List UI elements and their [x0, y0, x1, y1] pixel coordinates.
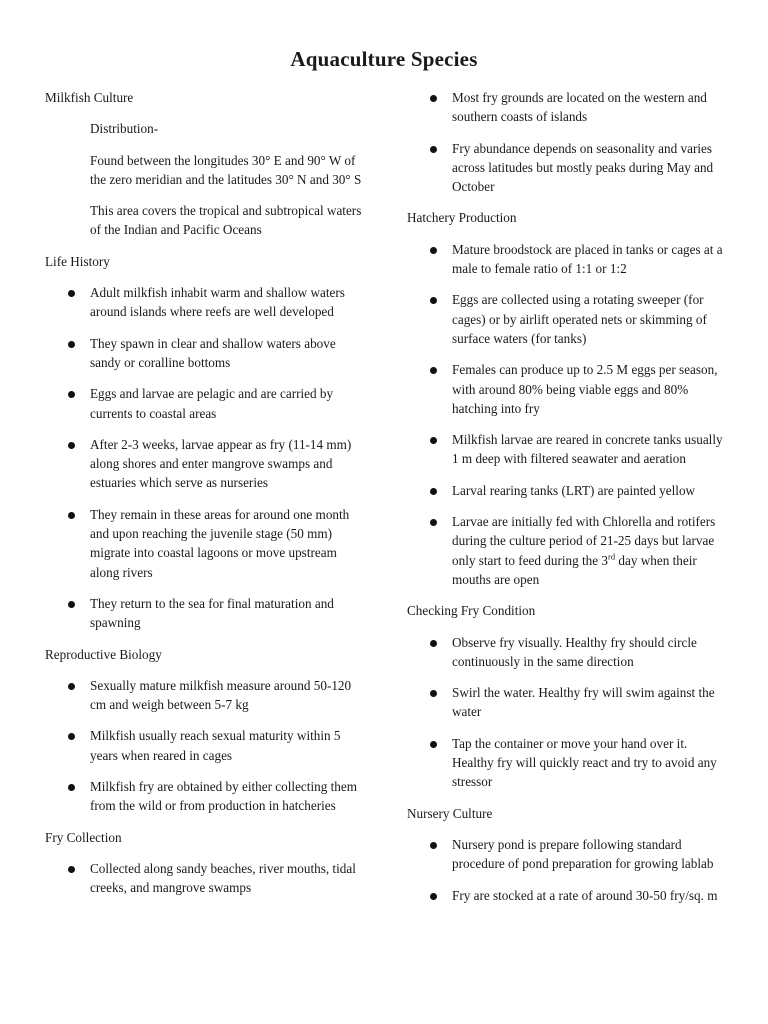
list-item: Larval rearing tanks (LRT) are painted yellow: [407, 481, 727, 500]
section-heading-hatchery-production: Hatchery Production: [407, 210, 517, 226]
list-item: Collected along sandy beaches, river mouths, tidal creeks, and mangrove swamps: [45, 859, 363, 898]
ordinal-superscript: rd: [608, 551, 616, 562]
list-item: Sexually mature milkfish measure around 50-120 cm and weigh between 5-7 kg: [45, 676, 363, 715]
bullet-icon: [430, 367, 437, 374]
list-item: Fry are stocked at a rate of around 30-50 fry/sq. m: [407, 886, 727, 905]
list-item: Milkfish larvae are reared in concrete tanks usually 1 m deep with filtered seawater and aeration: [407, 430, 727, 469]
list-item: They spawn in clear and shallow waters above sandy or coralline bottoms: [45, 334, 363, 373]
section-heading-reproductive-biology: Reproductive Biology: [45, 646, 162, 662]
section-heading-milkfish-culture: Milkfish Culture: [45, 90, 134, 105]
bullet-icon: [430, 640, 437, 647]
bullet-icon: [68, 442, 75, 449]
section-heading-life-history: Life History: [45, 253, 110, 269]
list-item: Swirl the water. Healthy fry will swim against the water: [407, 683, 727, 722]
bullet-icon: [68, 733, 75, 740]
list-item: Nursery pond is prepare following standard procedure of pond preparation for growing lablab: [407, 835, 727, 874]
bullet-icon: [430, 842, 437, 849]
life-history-list: [45, 283, 363, 632]
bullet-icon: [430, 741, 437, 748]
section-heading-nursery-culture: Nursery Culture: [407, 805, 493, 821]
section-heading-checking-fry-condition: Checking Fry Condition: [407, 603, 536, 619]
bullet-icon: [430, 297, 437, 304]
bullet-icon: [430, 488, 437, 495]
right-column: [407, 88, 727, 917]
list-item: Eggs and larvae are pelagic and are carried by currents to coastal areas: [45, 384, 363, 423]
bullet-icon: [430, 690, 437, 697]
bullet-icon: [430, 146, 437, 153]
checking-fry-condition-list: [407, 633, 727, 792]
bullet-icon: [430, 247, 437, 254]
bullet-icon: [68, 512, 75, 519]
list-item: Females can produce up to 2.5 M eggs per season, with around 80% being viable eggs and 80% hatching into fry: [407, 360, 727, 418]
list-item: Mature broodstock are placed in tanks or cages at a male to female ratio of 1:1 or 1:2: [407, 240, 727, 279]
nursery-culture-list: [407, 835, 727, 905]
list-item: They return to the sea for final maturation and spawning: [45, 594, 363, 633]
list-item: Tap the container or move your hand over it. Healthy fry will quickly react and try to avoid any stressor: [407, 734, 727, 792]
list-item: Observe fry visually. Healthy fry should circle continuously in the same direction: [407, 633, 727, 672]
distribution-paragraph: Found between the longitudes 30° E and 90° W of the zero meridian and the latitudes 30° N and 30° S: [90, 152, 362, 187]
section-heading-fry-collection: Fry Collection: [45, 829, 122, 845]
hatchery-production-list: [407, 240, 727, 589]
reproductive-biology-list: [45, 676, 363, 816]
bullet-icon: [68, 683, 75, 690]
list-item: Adult milkfish inhabit warm and shallow waters around islands where reefs are well developed: [45, 283, 363, 322]
list-item: Eggs are collected using a rotating sweeper (for cages) or by airlift operated nets or skimming of surface waters (for tanks): [407, 290, 727, 348]
list-item: Fry abundance depends on seasonality and varies across latitudes but mostly peaks during May and October: [407, 139, 727, 197]
list-item: They remain in these areas for around one month and upon reaching the juvenile stage (50 mm) migrate into coastal lagoons or move upstream along rivers: [45, 505, 363, 582]
bullet-icon: [430, 893, 437, 900]
bullet-icon: [68, 290, 75, 297]
left-column: [45, 88, 363, 910]
list-item: Most fry grounds are located on the western and southern coasts of islands: [407, 88, 727, 127]
distribution-label: Distribution-: [90, 121, 159, 137]
bullet-icon: [430, 519, 437, 526]
list-item: Larvae are initially fed with Chlorella and rotifers during the culture period of 21-25 days but larvae only start to feed during the 3rd day when their mouths are open: [407, 512, 727, 589]
document-title: Aquaculture Species: [290, 47, 478, 71]
bullet-icon: [68, 866, 75, 873]
bullet-icon: [68, 601, 75, 608]
fry-collection-list: [45, 859, 363, 898]
bullet-icon: [430, 95, 437, 102]
bullet-icon: [68, 341, 75, 348]
bullet-icon: [68, 784, 75, 791]
fry-grounds-list: [407, 88, 727, 196]
bullet-icon: [68, 391, 75, 398]
list-item: Milkfish usually reach sexual maturity within 5 years when reared in cages: [45, 726, 363, 765]
list-item: After 2-3 weeks, larvae appear as fry (11-14 mm) along shores and enter mangrove swamps and estuaries which serve as nurseries: [45, 435, 363, 493]
bullet-icon: [430, 437, 437, 444]
list-item: Milkfish fry are obtained by either collecting them from the wild or from production in hatcheries: [45, 777, 363, 816]
distribution-paragraph: This area covers the tropical and subtropical waters of the Indian and Pacific Oceans: [90, 203, 362, 238]
